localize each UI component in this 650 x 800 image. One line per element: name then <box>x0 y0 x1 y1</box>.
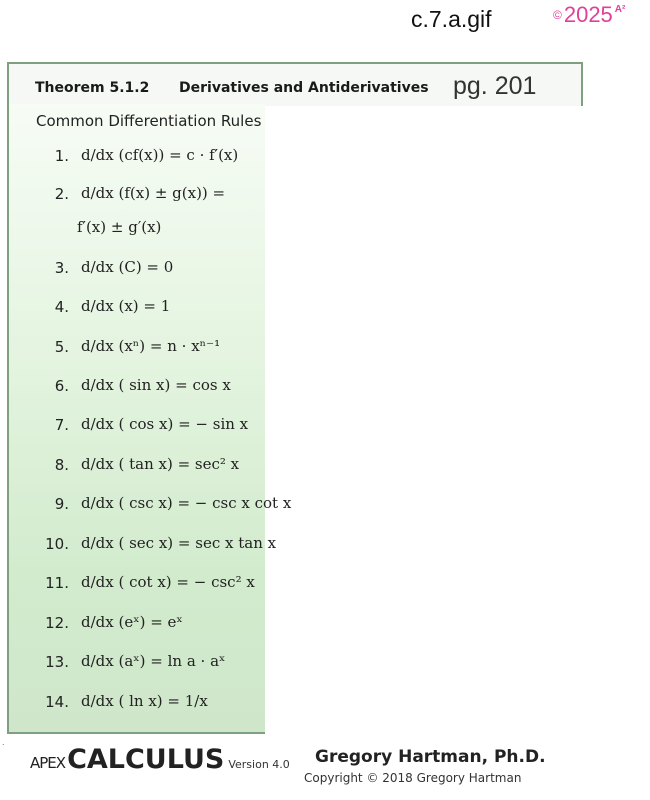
rule-number: 7. <box>54 416 69 434</box>
rule-expression: d/dx ( tan x) = sec² x <box>81 455 240 473</box>
rule-expression: d/dx (x) = 1 <box>81 297 171 315</box>
rules-panel <box>7 104 292 734</box>
rule-item <box>9 295 265 333</box>
brand-version: Version 4.0 <box>228 758 290 771</box>
rule-number: 13. <box>45 653 69 671</box>
rule-number: 5. <box>54 338 69 356</box>
copyright-notice: Copyright © 2018 Gregory Hartman <box>304 771 522 785</box>
rule-item <box>9 374 265 412</box>
rule-expression: d/dx ( sin x) = cos x <box>81 376 231 394</box>
rule-expression: d/dx ( cos x) = − sin x <box>81 415 249 433</box>
rule-expression: d/dx (C) = 0 <box>81 258 174 276</box>
rule-item <box>9 532 277 570</box>
copyright-icon: © <box>553 8 562 22</box>
rule-expression: d/dx ( ln x) = 1/x <box>81 692 208 710</box>
rule-expression: d/dx ( sec x) = sec x tan x <box>81 534 277 552</box>
rule-expression: d/dx (xⁿ) = n · xⁿ⁻¹ <box>81 337 221 355</box>
theorem-number: Theorem 5.1.2 <box>35 80 150 96</box>
rule-number: 10. <box>45 535 69 553</box>
rule-item <box>9 453 265 491</box>
rule-item <box>9 335 265 373</box>
rule-item <box>9 144 265 182</box>
rule-number: 2. <box>54 185 69 203</box>
theorem-header <box>9 64 579 106</box>
rule-number: 11. <box>45 574 69 592</box>
rule-number: 3. <box>54 259 69 277</box>
rule-expression: d/dx (cf(x)) = c · f′(x) <box>81 146 239 164</box>
rule-number: 9. <box>54 495 69 513</box>
rule-expression: d/dx (eˣ) = eˣ <box>81 613 183 631</box>
rule-number: 12. <box>45 614 69 632</box>
rule-item <box>9 413 265 451</box>
rule-number: 4. <box>54 298 69 316</box>
brand-prefix: APEX <box>30 754 66 772</box>
copyright-author-mark: A² <box>614 4 626 15</box>
page-number: pg. 201 <box>453 72 537 100</box>
rule-expression: d/dx (aˣ) = ln a · aˣ <box>81 652 226 670</box>
rules-heading: Common Differentiation Rules <box>36 112 262 130</box>
rule-item <box>9 571 265 609</box>
copyright-year: 2025 <box>563 2 613 27</box>
rule-number: 6. <box>54 377 69 395</box>
brand-logo <box>30 744 290 775</box>
rule-item <box>9 690 265 728</box>
theorem-title: Derivatives and Antiderivatives <box>179 80 429 96</box>
rule-expression: d/dx (f(x) ± g(x)) = <box>81 184 226 202</box>
rule-expression-continued: f′(x) ± g′(x) <box>77 218 162 236</box>
rule-item <box>9 182 265 236</box>
rule-item <box>9 256 265 294</box>
rule-item <box>9 650 265 688</box>
rule-expression: d/dx ( cot x) = − csc² x <box>81 573 255 591</box>
filename-label: c.7.a.gif <box>411 6 492 32</box>
rule-item <box>9 492 292 530</box>
rule-number: 8. <box>54 456 69 474</box>
rule-number: 1. <box>54 147 69 165</box>
rule-item <box>9 611 265 649</box>
brand-name: CALCULUS <box>67 744 225 775</box>
rule-expression: d/dx ( csc x) = − csc x cot x <box>81 494 292 512</box>
rule-number: 14. <box>45 693 69 711</box>
author-name: Gregory Hartman, Ph.D. <box>315 747 546 767</box>
copyright-mark <box>553 2 625 28</box>
corner-mark: . <box>2 738 5 747</box>
